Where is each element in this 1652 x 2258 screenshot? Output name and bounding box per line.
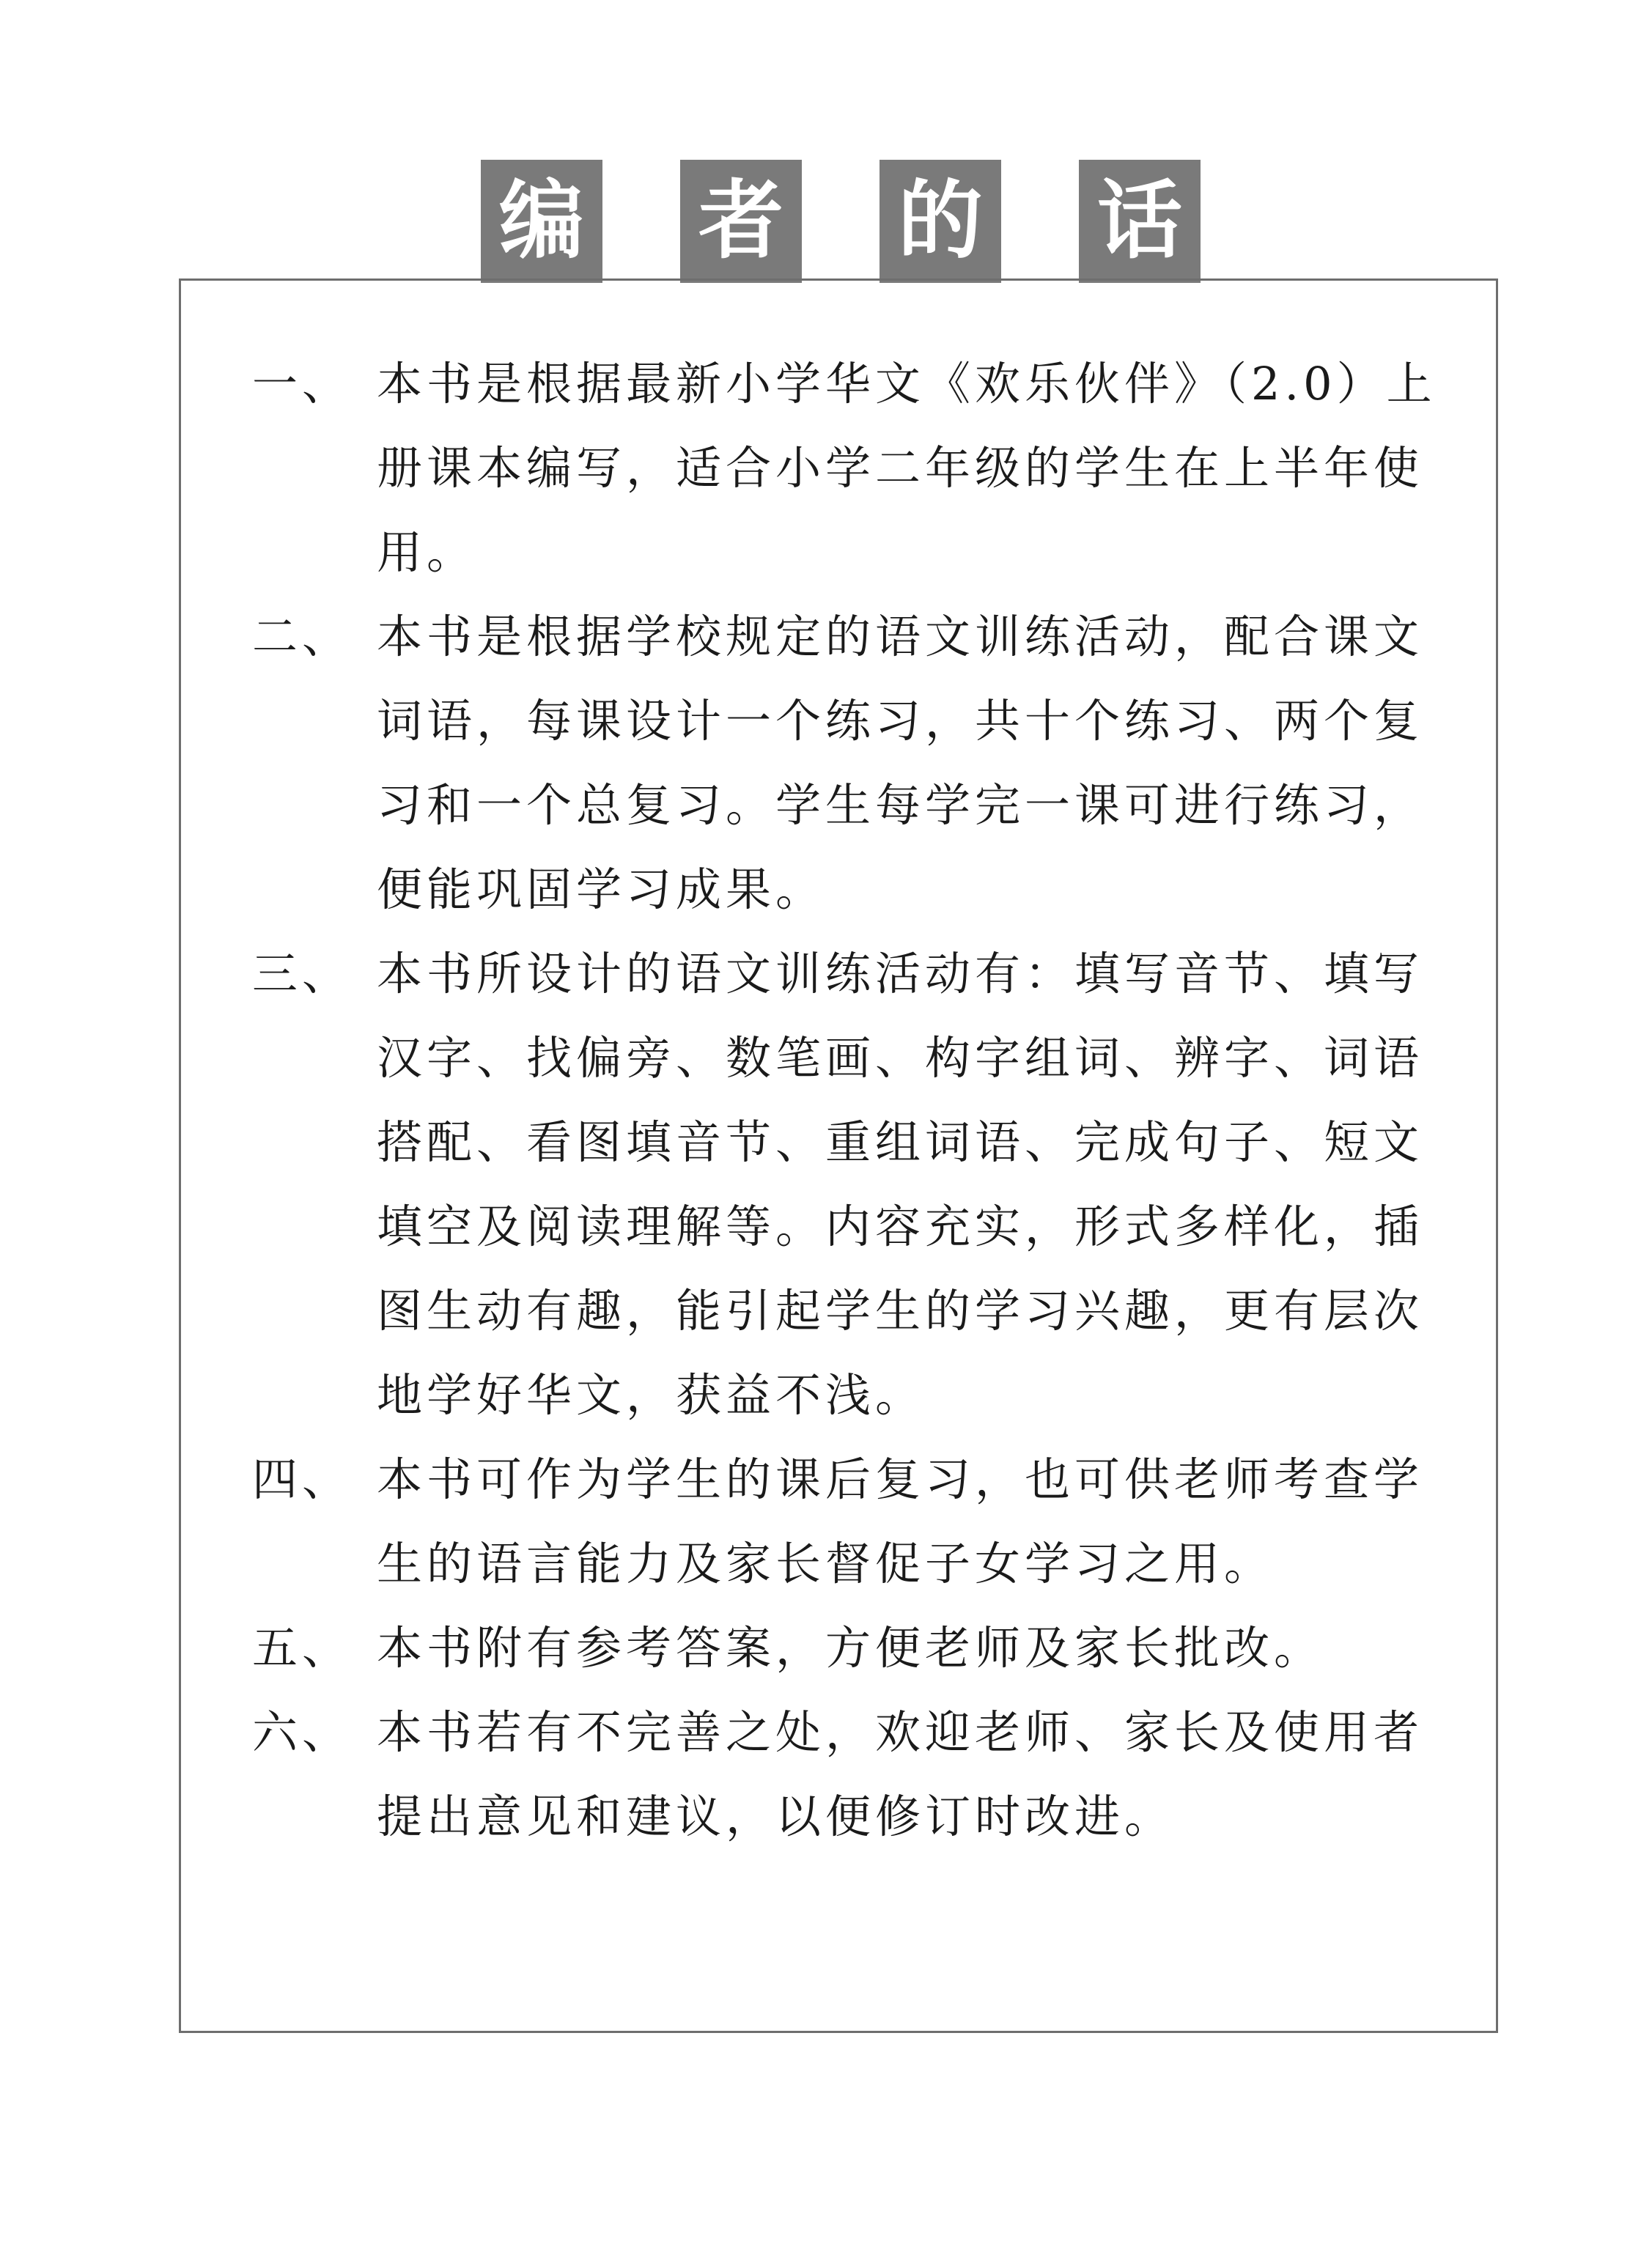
item-number: 六、 <box>252 1705 353 1759</box>
item-number: 五、 <box>252 1621 353 1675</box>
list-item <box>252 342 1454 594</box>
list-item <box>252 594 1454 931</box>
item-number: 一、 <box>252 357 353 410</box>
preface-list <box>252 342 1454 1859</box>
title-char-3: 的 <box>880 160 1001 283</box>
title-char-4: 话 <box>1079 160 1201 283</box>
list-item <box>252 1437 1454 1606</box>
item-text: 本书是根据最新小学华文《欢乐伙伴》（2.0）上册课本编写，适合小学二年级的学生在上半年使用。 <box>377 357 1437 579</box>
item-number: 三、 <box>252 947 353 1000</box>
title-char-2: 者 <box>680 160 802 283</box>
title-char-1: 编 <box>481 160 602 283</box>
item-number: 二、 <box>252 610 353 663</box>
item-text: 本书是根据学校规定的语文训练活动，配合课文词语，每课设计一个练习，共十个练习、两个复习和一个总复习。学生每学完一课可进行练习，便能巩固学习成果。 <box>377 610 1424 916</box>
item-text: 本书若有不完善之处，欢迎老师、家长及使用者提出意见和建议，以便修订时改进。 <box>377 1705 1424 1843</box>
item-number: 四、 <box>252 1453 353 1506</box>
item-text: 本书附有参考答案，方便老师及家长批改。 <box>377 1621 1324 1675</box>
list-item <box>252 931 1454 1437</box>
item-text: 本书可作为学生的课后复习，也可供老师考查学生的语言能力及家长督促子女学习之用。 <box>377 1453 1424 1590</box>
list-item <box>252 1690 1454 1859</box>
page-title <box>0 160 1652 283</box>
list-item <box>252 1606 1454 1690</box>
item-text: 本书所设计的语文训练活动有：填写音节、填写汉字、找偏旁、数笔画、构字组词、辨字、词语搭配、看图填音节、重组词语、完成句子、短文填空及阅读理解等。内容充实，形式多样化，插图生动有趣，能引起学生的学习兴趣，更有层次地学好华文，获益不浅。 <box>377 947 1424 1422</box>
